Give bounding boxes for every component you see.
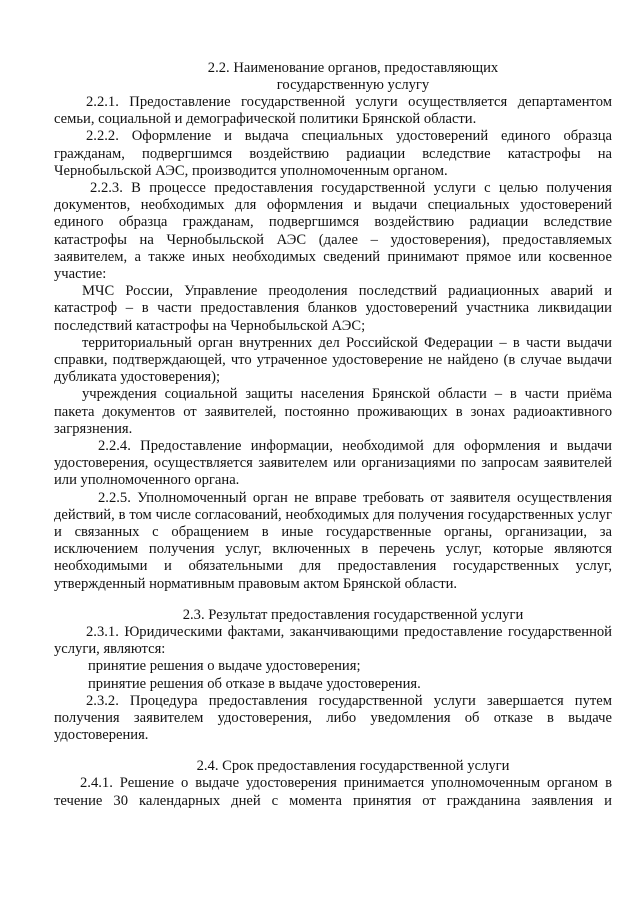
paragraph-2-3-1: 2.3.1. Юридическими фактами, заканчивающими предоставление государственной услуги, являются: (54, 623, 612, 658)
paragraph-2-2-4: 2.2.4. Предоставление информации, необходимой для оформления и выдачи удостоверения, осуществляется заявителем или организациями по запросам заявителей или уполномоченного органа. (54, 438, 612, 489)
paragraph-2-2-5: 2.2.5. Уполномоченный орган не вправе требовать от заявителя осуществления действий, в том числе согласований, необходимых для получения государственных услуг и связанных с обращением в иные государственные органы, организации, за исключением получения услуг, включенных в перечень услуг, которые являются необходимыми и обязательными для предоставления государственных услуг, утвержденный нормативным правовым актом Брянской области. (54, 489, 612, 592)
heading-line: государственную услугу (276, 77, 430, 93)
section-heading-2-3 (54, 607, 612, 624)
section-heading-2-2 (94, 60, 612, 94)
paragraph-2-2-1: 2.2.1. Предоставление государственной услуги осуществляется департаментом семьи, социальной и демографической политики Брянской области. (54, 94, 612, 128)
paragraph-2-4-1: 2.4.1. Решение о выдаче удостоверения принимается уполномоченным органом в течение 30 календарных дней с момента принятия от гражданина заявления и (54, 775, 612, 809)
heading-line: 2.3. Результат предоставления государственной услуги (182, 606, 524, 623)
paragraph-2-3-2: 2.3.2. Процедура предоставления государственной услуги завершается путем получения заявителем удостоверения, либо уведомления об отказе в выдаче удостоверения. (54, 692, 612, 744)
heading-line: 2.4. Срок предоставления государственной услуги (196, 758, 510, 775)
paragraph-2-2-3-item: МЧС России, Управление преодоления последствий радиационных аварий и катастроф – в части предоставления бланков удостоверений участника ликвидации последствий катастрофы на Чернобыльской АЭС; (54, 283, 612, 334)
heading-line: 2.2. Наименование органов, предоставляющих (207, 60, 499, 76)
section-heading-2-4 (54, 758, 612, 775)
paragraph-2-2-3-item: учреждения социальной защиты населения Брянской области – в части приёма пакета документов от заявителей, постоянно проживающих в зонах радиоактивного загрязнения. (54, 386, 612, 437)
result-item: принятие решения о выдаче удостоверения; (88, 658, 361, 675)
paragraph-2-2-2: 2.2.2. Оформление и выдача специальных удостоверений единого образца гражданам, подвергшимся воздействию радиации вследствие катастрофы на Чернобыльской АЭС, производится уполномоченным органом. (54, 128, 612, 179)
paragraph-2-2-3-item: территориальный орган внутренних дел Российской Федерации – в части выдачи справки, подтверждающей, что утраченное удостоверение не найдено (в случае выдачи дубликата удостоверения); (54, 334, 612, 386)
result-item: принятие решения об отказе в выдаче удостоверения. (88, 675, 421, 692)
paragraph-2-2-3: 2.2.3. В процессе предоставления государственной услуги с целью получения документов, необходимых для оформления и выдачи специальных удостоверений единого образца гражданам, подвергшимся воздействию радиации вследствие катастрофы на Чернобыльской АЭС (далее – удостоверения), предоставляемых заявителем, а также иных необходимых сведений принимают прямое или косвенное участие: (54, 180, 612, 283)
